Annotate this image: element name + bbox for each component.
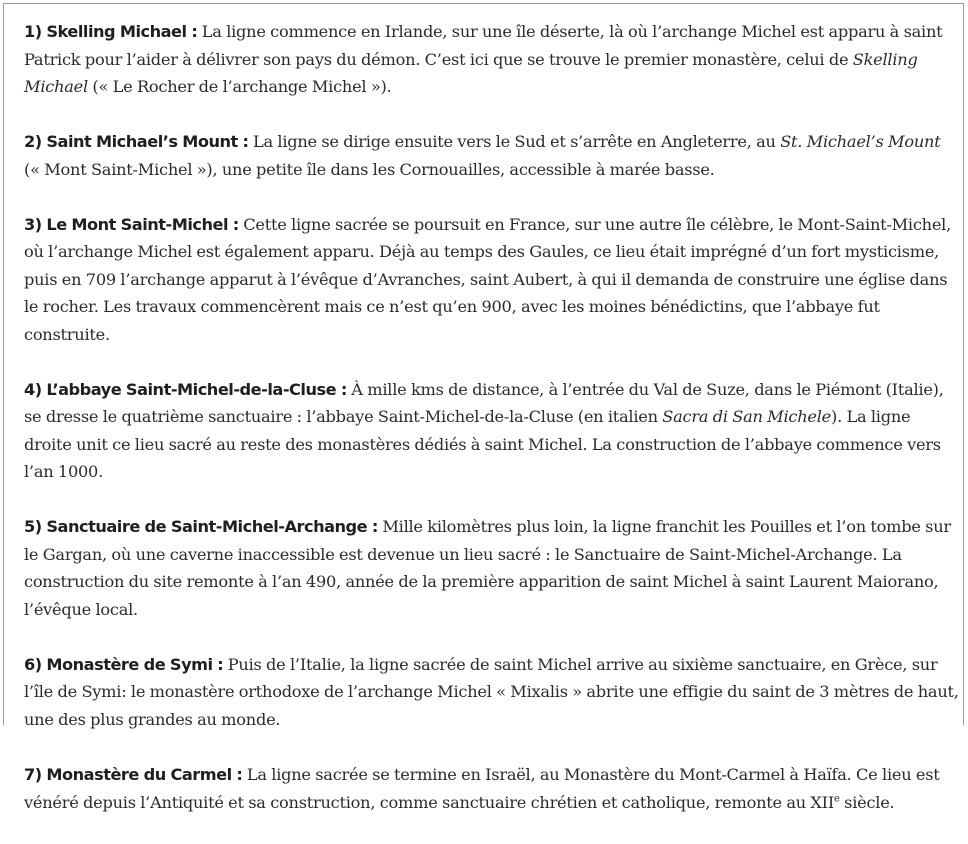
paragraph-text: Cette ligne sacrée se poursuit en France, sur une autre île célèbre, le Mont-Saint-Michel, où l’archange Michel est également apparu. Déjà au temps des Gaules, ce lieu était imprégné d’un fort mysticisme, puis en 709 l’archange apparut à l’évêque d’Avranches, saint Aubert, à qui il demanda de construire une église dans le rocher. Les travaux commencèrent mais ce n’est qu’en 900, avec les moines bénédictins, que l’abbaye fut construite.: [24, 214, 951, 344]
superscript: e: [833, 793, 840, 805]
paragraph-symi: [24, 651, 960, 734]
paragraph-saint-michaels-mount: [24, 128, 960, 183]
paragraph-carmel: [24, 761, 960, 816]
article-body: [24, 18, 960, 844]
article-frame: [3, 3, 964, 812]
paragraph-skelling-michael: [24, 18, 960, 101]
paragraph-text: La ligne commence en Irlande, sur une île déserte, là où l’archange Michel est apparu à saint Patrick pour l’aider à délivrer son pays du démon. C’est ici que se trouve le premier monastère, celui de: [24, 22, 943, 69]
paragraph-heading: 3) Le Mont Saint-Michel :: [24, 214, 239, 234]
paragraph-saint-michel-de-la-cluse: [24, 376, 960, 486]
paragraph-italic: Skelling Michael: [24, 49, 918, 96]
paragraph-text: La ligne se dirige ensuite vers le Sud et s’arrête en Angleterre, au: [248, 132, 781, 152]
paragraph-heading: 1) Skelling Michael :: [24, 22, 198, 41]
paragraph-heading: 6) Monastère de Symi :: [24, 654, 224, 674]
paragraph-italic: St. Michael’s Mount: [780, 132, 941, 152]
paragraph-heading: 7) Monastère du Carmel :: [24, 765, 243, 785]
paragraph-text: (« Mont Saint-Michel »), une petite île dans les Cornouailles, accessible à marée basse.: [24, 159, 715, 179]
paragraph-text: La ligne sacrée se termine en Israël, au Monastère du Mont-Carmel à Haïfa. Ce lieu est vénéré depuis l’Antiquité et sa construction, comme sanctuaire chrétien et catholique, remonte au XII: [24, 765, 940, 812]
paragraph-saint-michel-archange: [24, 513, 960, 623]
paragraph-text: ). La ligne droite unit ce lieu sacré au reste des monastères dédiés à saint Michel. La construction de l’abbaye commence vers l’an 1000.: [24, 407, 941, 482]
paragraph-text: siècle.: [839, 792, 895, 812]
paragraph-text: (« Le Rocher de l’archange Michel »).: [87, 77, 392, 96]
paragraph-text: À mille kms de distance, à l’entrée du Val de Suze, dans le Piémont (Italie), se dresse le quatrième sanctuaire : l’abbaye Saint-Michel-de-la-Cluse (en italien: [24, 379, 944, 427]
paragraph-text: Puis de l’Italie, la ligne sacrée de saint Michel arrive au sixième sanctuaire, en Grèce, sur l’île de Symi: le monastère orthodoxe de l’archange Michel « Mixalis » abrite une effigie du saint de 3 mètres de haut, une des plus grandes au monde.: [24, 654, 959, 729]
paragraph-mont-saint-michel: [24, 211, 960, 349]
paragraph-heading: 2) Saint Michael’s Mount :: [24, 132, 249, 152]
paragraph-heading: 4) L’abbaye Saint-Michel-de-la-Cluse :: [24, 379, 347, 399]
paragraph-text: Mille kilomètres plus loin, la ligne franchit les Pouilles et l’on tombe sur le Gargan, où une caverne inaccessible est devenue un lieu sacré : le Sanctuaire de Saint-Michel-Archange. La construction du site remonte à l’an 490, année de la première apparition de saint Michel à saint Laurent Maiorano, l’évêque local.: [24, 517, 951, 619]
paragraph-heading: 5) Sanctuaire de Saint-Michel-Archange :: [24, 517, 378, 537]
paragraph-italic: Sacra di San Michele: [662, 407, 831, 427]
